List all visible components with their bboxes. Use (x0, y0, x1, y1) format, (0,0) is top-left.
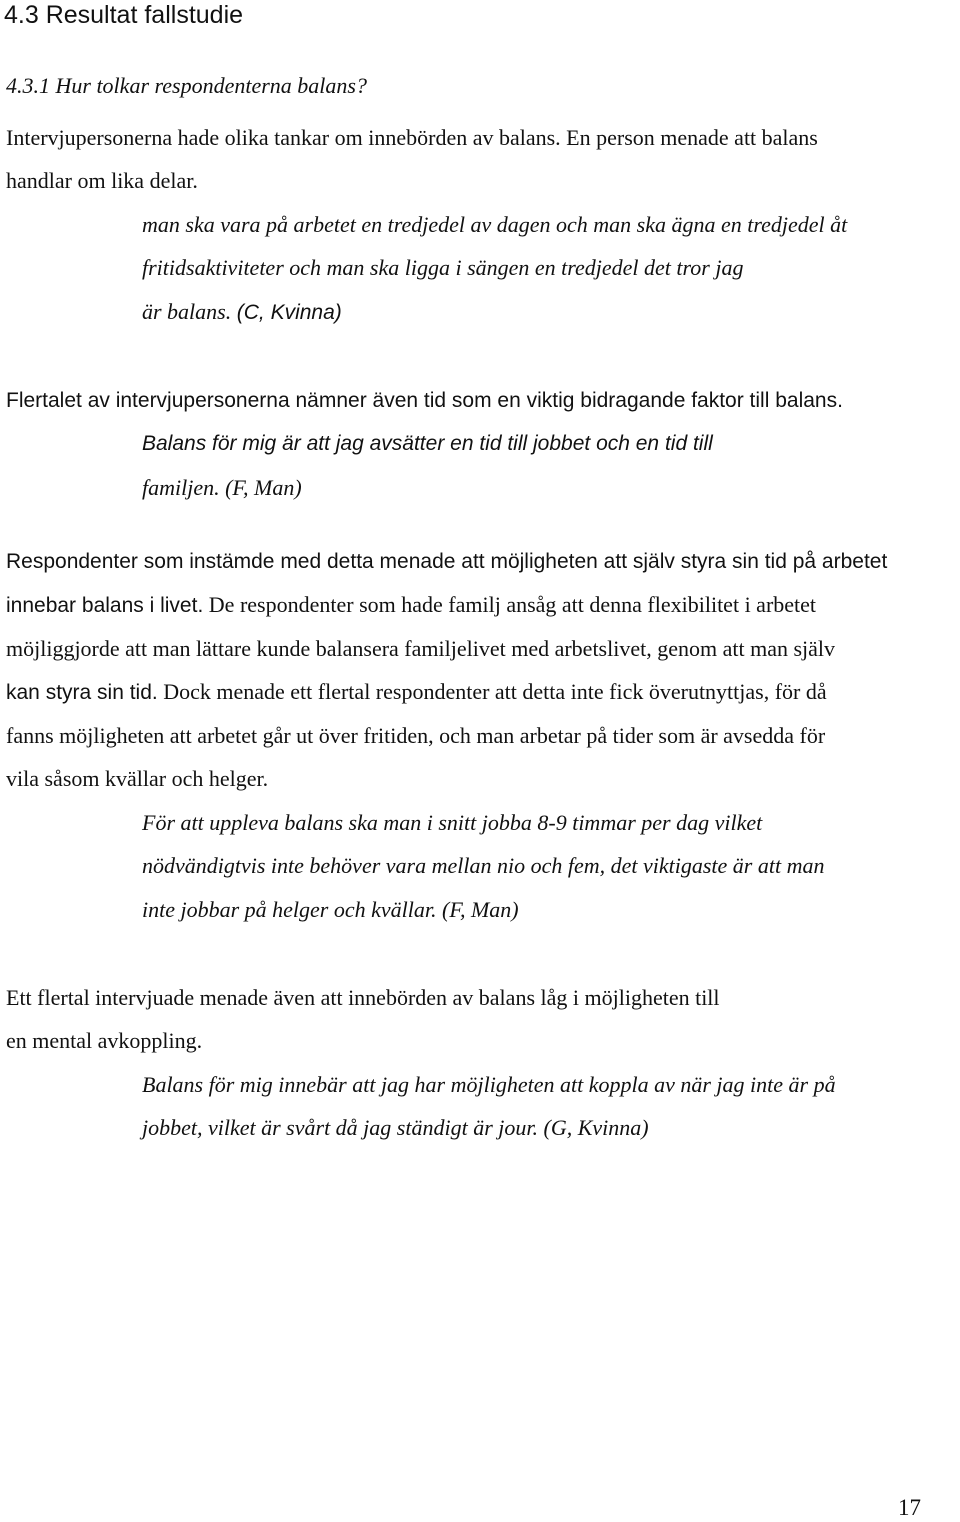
quote-line (142, 896, 519, 924)
quote-line: nödvändigtvis inte behöver vara mellan nio och fem, det viktigaste är att man (142, 853, 825, 878)
paragraph-line: möjliggjorde att man lättare kunde balansera familjelivet med arbetslivet, genom att man själv (6, 636, 836, 661)
quote-line (142, 474, 302, 502)
paragraph-text: De respondenter som hade familj ansåg att denna flexibilitet i arbetet (208, 592, 817, 617)
paragraph-line: en mental avkoppling. (6, 1028, 203, 1053)
paragraph-line: fanns möjligheten att arbetet går ut över fritiden, och man arbetar på tider som är avsedda för (6, 723, 826, 748)
paragraph-line: vila såsom kvällar och helger. (6, 766, 269, 791)
quote-line (142, 298, 342, 327)
quote-line (142, 1114, 649, 1142)
quote-line: fritidsaktiviteter och man ska ligga i sängen en tredjedel det tror jag (142, 255, 744, 280)
quote-citation: (F, Man) (442, 897, 519, 922)
paragraph-line (6, 591, 816, 620)
paragraph-text: innebar balans i livet. (6, 594, 204, 617)
paragraph-line: handlar om lika delar. (6, 168, 198, 193)
paragraph-line: Flertalet av intervjupersonerna nämner även tid som en viktig bidragande faktor till balans. (6, 389, 843, 412)
quote-text: inte jobbar på helger och kvällar. (142, 897, 437, 922)
quote-line: man ska vara på arbetet en tredjedel av dagen och man ska ägna en tredjedel åt (142, 212, 848, 237)
paragraph-line: Respondenter som instämde med detta menade att möjligheten att själv styra sin tid på arbetet (6, 550, 888, 573)
quote-text: familjen. (142, 475, 220, 500)
paragraph-line: Ett flertal intervjuade menade även att innebörden av balans låg i möjligheten till (6, 985, 720, 1010)
quote-citation: (G, Kvinna) (543, 1115, 649, 1140)
paragraph-text: kan styra sin tid. (6, 681, 158, 704)
quote-citation: (F, Man) (225, 475, 302, 500)
quote-text: är balans. (142, 299, 232, 324)
quote-line: Balans för mig är att jag avsätter en tid till jobbet och en tid till (142, 432, 713, 455)
paragraph-line (6, 678, 827, 707)
quote-line: För att uppleva balans ska man i snitt jobba 8-9 timmar per dag vilket (142, 810, 763, 835)
subsection-heading: 4.3.1 Hur tolkar respondenterna balans? (6, 73, 367, 98)
paragraph-text: Dock menade ett flertal respondenter att detta inte fick överutnyttjas, för då (163, 679, 827, 704)
page-number: 17 (898, 1495, 921, 1520)
section-heading: 4.3 Resultat fallstudie (4, 1, 244, 29)
quote-text: jobbet, vilket är svårt då jag ständigt är jour. (142, 1115, 538, 1140)
quote-citation: (C, Kvinna) (236, 301, 342, 324)
paragraph-line: Intervjupersonerna hade olika tankar om innebörden av balans. En person menade att balans (6, 125, 818, 150)
quote-line: Balans för mig innebär att jag har möjligheten att koppla av när jag inte är på (142, 1072, 836, 1097)
